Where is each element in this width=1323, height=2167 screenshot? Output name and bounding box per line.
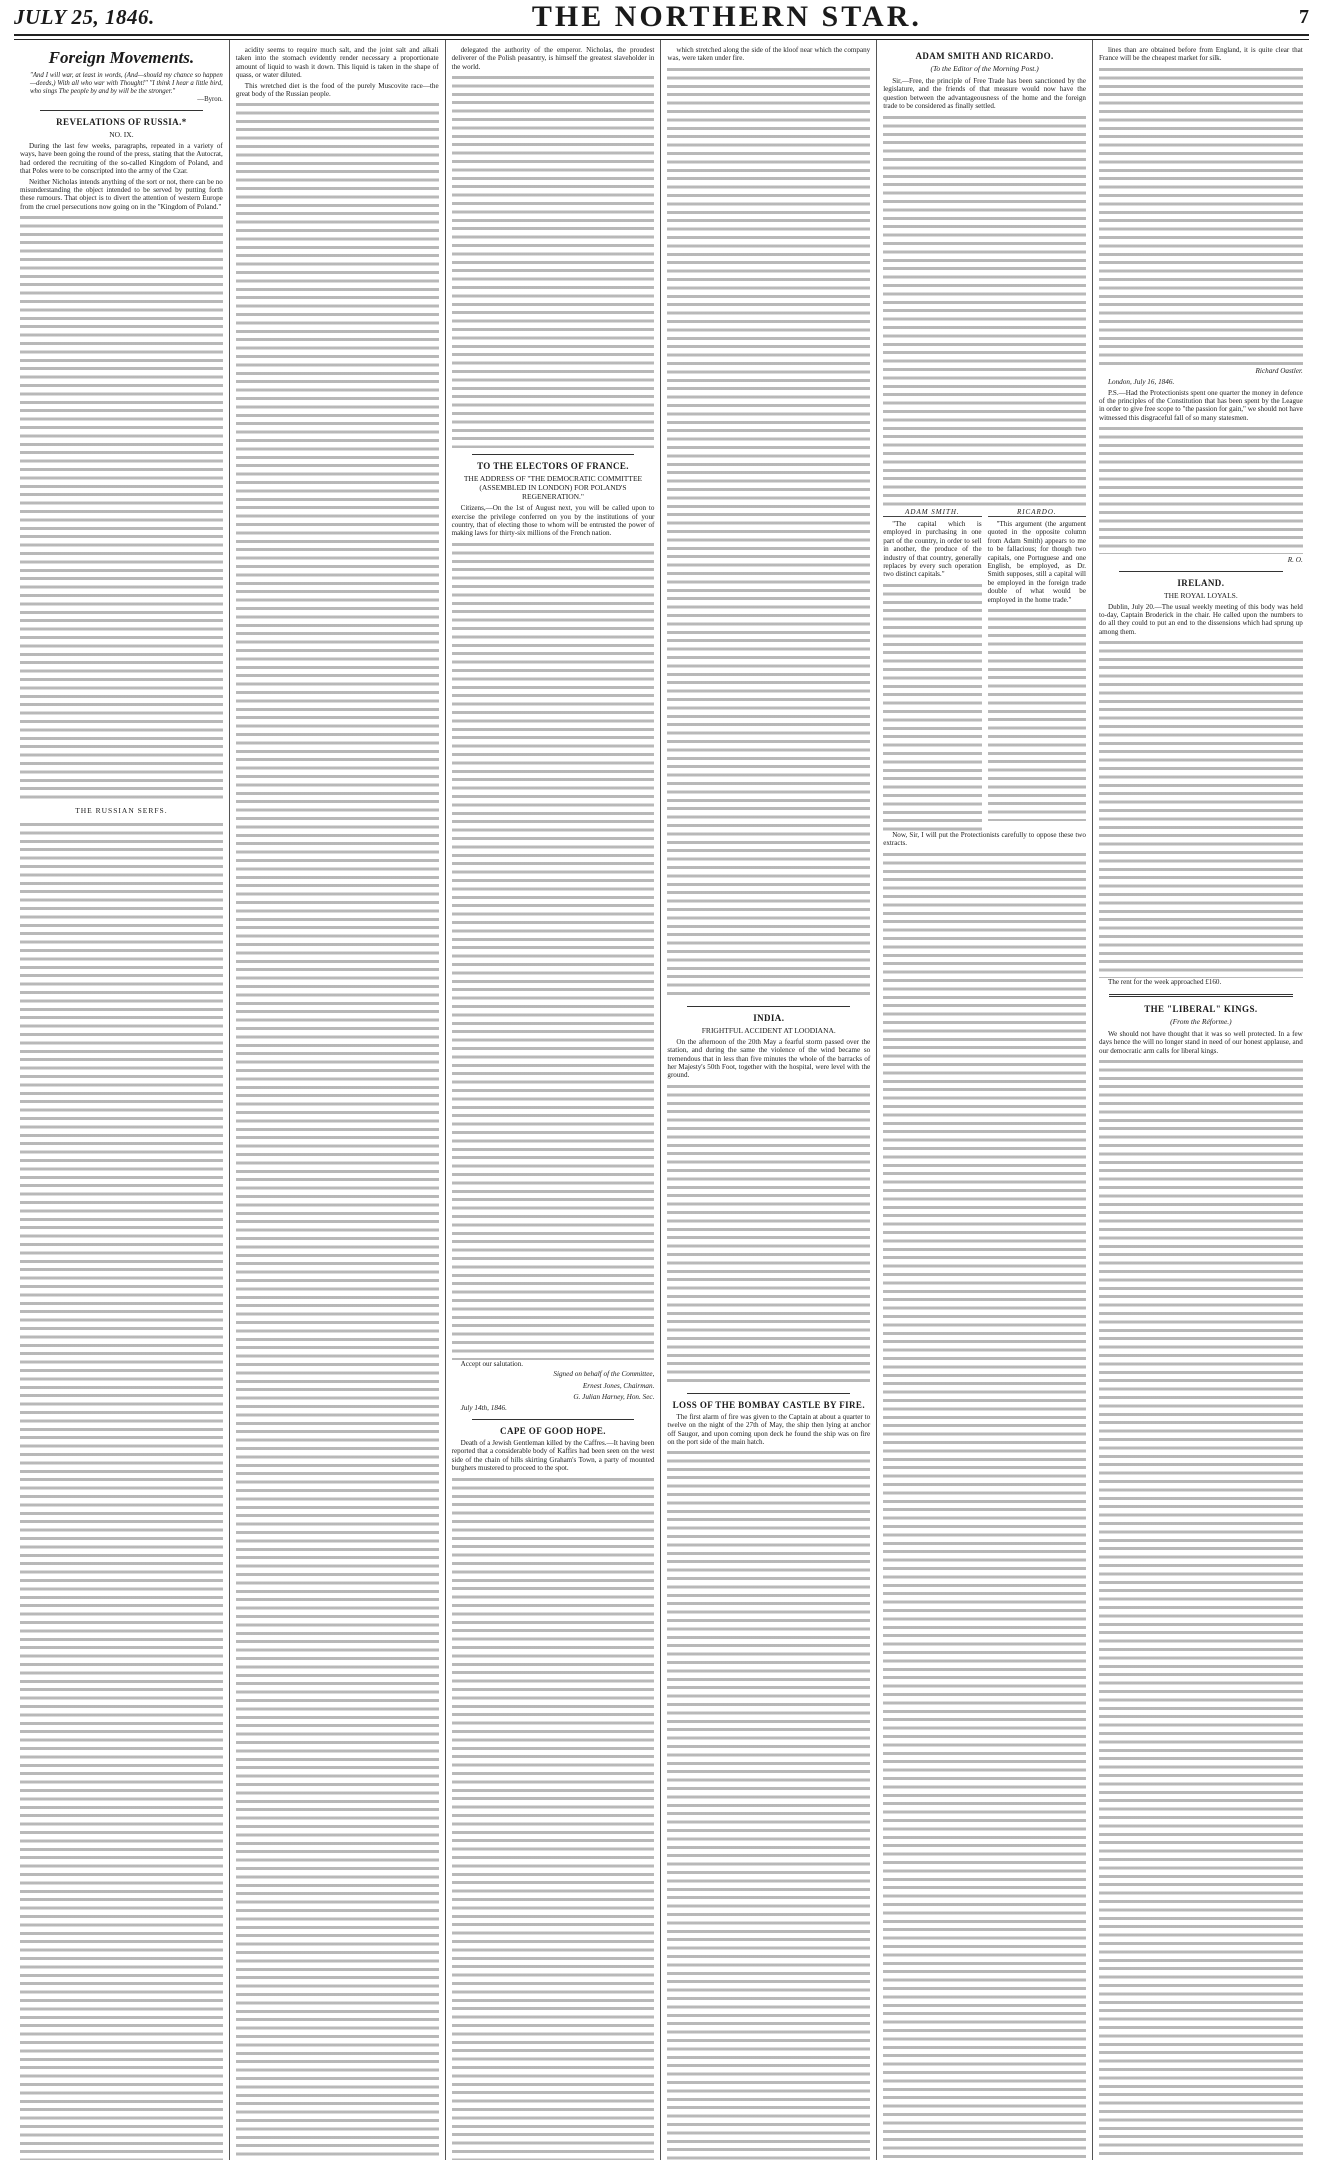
comparison-left-head: ADAM SMITH. [883, 508, 981, 517]
paragraph: Sir,—Free, the principle of Free Trade has been sanctioned by the legislature, and the friends of that measure would now have the question between the advantageousness of the home and the foreign trade to be considered as finally settled. [883, 77, 1086, 111]
comparison-left [883, 508, 981, 831]
article-subtitle: THE ROYAL LOYALS. [1164, 590, 1238, 600]
text-block [667, 65, 870, 1000]
date-line: July 14th, 1846. [460, 1404, 507, 1413]
text-block [883, 113, 1086, 508]
separator [687, 1393, 850, 1394]
paragraph: Now, Sir, I will put the Protectionists carefully to oppose these two extracts. [883, 830, 1086, 848]
comparison-right-head: RICARDO. [988, 508, 1086, 517]
text-block [1099, 65, 1303, 365]
separator [40, 110, 203, 111]
article-subtitle: THE ADDRESS OF "THE DEMOCRATIC COMMITTEE (ASSEMBLED IN LONDON) FOR POLAND'S REGENERATION." [463, 474, 643, 502]
masthead [14, 0, 1309, 36]
text-block [452, 540, 655, 1360]
text-block [236, 100, 439, 2160]
article-title-india: INDIA. [753, 1012, 785, 1023]
column-3 [446, 40, 662, 2160]
paragraph: Neither Nicholas intends anything of the sort or not, there can be no misunderstanding the object intended to be served by putting forth these rumours. That object is to divert the attention of western Europe from the cruel persecutions now going on in the "Kingdom of Poland." [20, 177, 223, 211]
closing-initials: R. O. [1287, 556, 1303, 565]
column-4 [661, 40, 877, 2160]
article-title-adam-smith: ADAM SMITH AND RICARDO. [915, 51, 1054, 61]
section-title-ireland: IRELAND. [1177, 577, 1225, 588]
article-title-bombay-castle: LOSS OF THE BOMBAY CASTLE BY FIRE. [672, 1399, 865, 1410]
text-block [988, 606, 1086, 821]
epigraph-source: —Byron. [197, 96, 223, 103]
text-block [20, 820, 223, 2160]
article-title-electors: TO THE ELECTORS OF FRANCE. [477, 461, 629, 472]
text-block [883, 850, 1086, 2160]
paragraph: This wretched diet is the food of the purely Muscovite race—the great body of the Russian people. [235, 81, 439, 99]
separator [472, 454, 635, 455]
paragraph: delegated the authority of the emperor. Nicholas, the proudest deliverer of the Polish peasantry, is himself the greatest slaveholder in the world. [451, 46, 655, 71]
text-block [1099, 1057, 1303, 2160]
text-block [667, 1448, 870, 2160]
paragraph: Citizens,—On the 1st of August next, you will be called upon to exercise the privilege conferred on you by the institutions of your country, that of electing those to whom will be entrusted the power of making laws for thirty-six millions of the French nation. [451, 504, 655, 538]
paragraph: Death of a Jewish Gentleman killed by the Caffres.—It having been reported that a considerable body of Kaffirs had been seen on the west side of the chain of hills skirting Graham's Town, a party of mounted burghers mustered to proceed to the spot. [451, 1438, 655, 1473]
subheading-russian-serfs: THE RUSSIAN SERFS. [75, 806, 168, 816]
article-title-cape: CAPE OF GOOD HOPE. [500, 1425, 606, 1436]
signatory-secretary: G. Julian Harney, Hon. Sec. [573, 1393, 655, 1402]
paragraph: acidity seems to require much salt, and the joint salt and alkali taken into the stomach evidently render necessary a proportionate amount of liquid to wash it down. This liquid is taken in the shape of quass, or water diluted. [235, 46, 439, 80]
text-block [1099, 638, 1303, 978]
quote: "The capital which is employed in purchasing in one part of the country, in order to sell in another, the produce of the industry of that country, generally replaces by every such operation two distinct capitals." [883, 520, 982, 579]
article-subtitle: (From the Réforme.) [1170, 1016, 1232, 1026]
separator [472, 1419, 635, 1420]
column-2 [230, 40, 446, 2160]
comparison-right [988, 508, 1086, 831]
quote: "This argument (the argument quoted in the opposite column from Adam Smith) appears to me to be fallacious; for though two capitals, one Portuguese and one English, be employed, as Dr. Smith supposes, still a capital will be employed in the foreign trade double of what would be employed in the home trade." [987, 520, 1086, 604]
paragraph: During the last few weeks, paragraphs, repeated in a variety of ways, have been going the round of the press, stating that the Autocrat, had ordered the recruiting of the so-called Kingdom of Poland, and that Poles were to be conscripted into the army of the Czar. [20, 142, 223, 176]
section-title: Foreign Movements. [48, 48, 195, 67]
masthead-title: THE NORTHERN STAR. [531, 0, 922, 33]
column-6 [1093, 40, 1309, 2160]
epigraph-text: "And I will war, at least in words, (And—should my chance so happen—deeds,) With all who war with Thought!" "I think I hear a little bird, who sings The people by and by will be the stronger." [30, 72, 223, 95]
separator [1119, 571, 1283, 572]
column-5 [877, 40, 1093, 2160]
article-subtitle: FRIGHTFUL ACCIDENT AT LOODIANA. [701, 1025, 836, 1035]
text-block [452, 73, 655, 448]
separator [687, 1006, 850, 1007]
postscript: P.S.—Had the Protectionists spent one quarter the money in defence of the principles of the Constitution that has been spent by the League in order to give free scope to "the passion for gain," we should not have witnessed this disgraceful fall of so many statesmen. [1098, 388, 1303, 422]
paragraph: The first alarm of fire was given to the Captain at about a quarter to twelve on the night of the 27th of May, the ship then lying at anchor off Saugor, and upon coming upon deck he found the ship was on fire on the port side of the main hatch. [667, 1412, 871, 1447]
epigraph [30, 72, 223, 104]
text-block [20, 213, 223, 803]
paragraph: We should not have thought that it was so well protected. In a few days hence the will no longer stand in need of our honest applause, and our democratic arm calls for liberal kings. [1098, 1029, 1303, 1055]
page-number: 7 [1299, 5, 1309, 28]
article-subtitle: (To the Editor of the Morning Post.) [930, 64, 1039, 73]
comparison-columns [883, 508, 1086, 831]
text-block [452, 1475, 655, 2161]
article-title-revelations: REVELATIONS OF RUSSIA.* [56, 117, 187, 127]
text-block [1099, 424, 1303, 554]
signature: Richard Oastler. [1255, 366, 1303, 375]
columns [14, 40, 1309, 2160]
date-line: London, July 16, 1846. [1107, 378, 1175, 387]
signoff: Accept our salutation. [460, 1359, 524, 1368]
masthead-date: JULY 25, 1846. [14, 4, 155, 29]
paragraph: which stretched along the side of the kloof near which the company was, were taken under fire. [667, 46, 871, 63]
signed-line: Signed on behalf of the Committee, [553, 1370, 655, 1379]
article-title-liberal-kings: THE "LIBERAL" KINGS. [1144, 1003, 1258, 1014]
column-1 [14, 40, 230, 2160]
article-number: NO. IX. [109, 130, 134, 139]
signatory-chairman: Ernest Jones, Chairman. [582, 1381, 655, 1390]
text-block [883, 581, 981, 831]
double-separator [1109, 994, 1293, 997]
paragraph: lines than are obtained before from England, it is quite clear that France will be the cheapest market for silk. [1098, 46, 1303, 63]
paragraph: The rent for the week approached £160. [1107, 978, 1222, 987]
paragraph: On the afternoon of the 20th May a fearful storm passed over the station, and during the same the violence of the wind became so tremendous that in less than five minutes the whole of the barracks of her Majesty's 50th Foot, together with the hospital, were level with the ground. [667, 1037, 871, 1080]
paragraph: Dublin, July 20.—The usual weekly meeting of this body was held to-day, Captain Broderick in the chair. He called upon the numbers to do all they could to put an end to the dissensions which had sprung up among them. [1098, 602, 1303, 636]
text-block [667, 1082, 870, 1387]
